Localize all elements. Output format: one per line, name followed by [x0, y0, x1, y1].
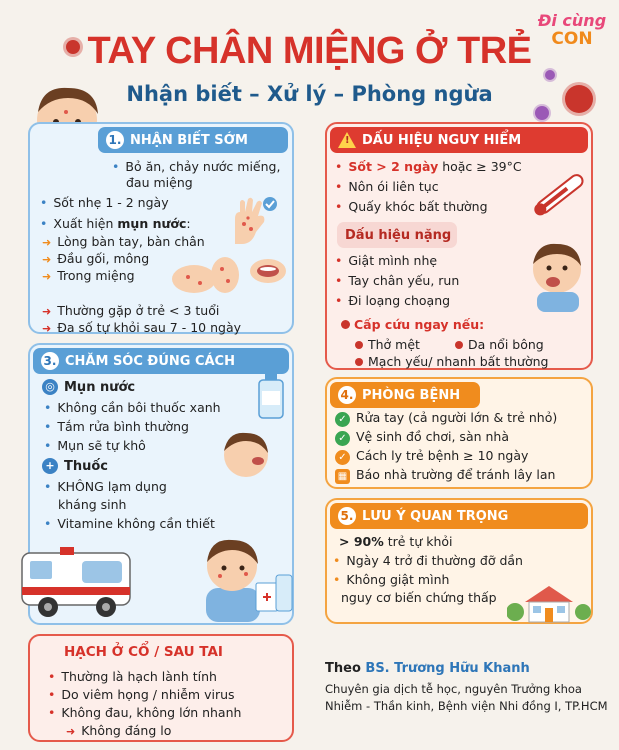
emergency-item: Thở mệt: [355, 336, 420, 353]
page-subtitle: Nhận biết – Xử lý – Phòng ngừa: [126, 82, 493, 106]
note-item-cont: nguy cơ biến chứng thấp: [341, 590, 497, 605]
danger-item: • Quấy khóc bất thường: [335, 198, 488, 215]
blister-label: ◎ Mụn nước: [42, 379, 135, 395]
emergency-item: Da nổi bông: [455, 336, 544, 353]
prevention-item: ✓ Rửa tay (cả người lớn & trẻ nhỏ): [335, 409, 557, 427]
danger-item: • Sốt > 2 ngày hoặc ≥ 39°C: [335, 158, 522, 175]
page-title: TAY CHÂN MIỆNG Ở TRẺ: [87, 30, 532, 72]
section-lymph-nodes: [28, 634, 294, 742]
section-important-notes: [325, 498, 593, 624]
author-title-1: Chuyên gia dịch tễ học, nguyên Trưởng khoa: [325, 682, 582, 696]
section-number: 3.: [41, 352, 59, 370]
ambulance-illustration: [20, 543, 135, 623]
care-item: • Tắm rửa bình thường: [44, 418, 189, 435]
lymph-item: • Không đau, không lớn nhanh: [48, 704, 241, 721]
note-item: • Ngày 4 trở đi thường đỡ dần: [333, 552, 523, 569]
section-number: 1.: [106, 131, 124, 149]
lymph-item: • Do viêm họng / nhiễm virus: [48, 686, 235, 703]
emergency-label: Cấp cứu ngay nếu:: [341, 316, 484, 333]
prevention-item: ✓ Cách ly trẻ bệnh ≥ 10 ngày: [335, 447, 528, 465]
author-title-2: Nhiễm - Thần kinh, Bệnh viện Nhi đồng I, TP.HCM: [325, 699, 608, 713]
check-icon: ✓: [335, 412, 350, 427]
coughing-child-illustration: [216, 425, 276, 485]
symptom-item-cont: đau miệng: [126, 175, 193, 190]
section-care: [28, 343, 294, 625]
section-header: [330, 382, 480, 408]
school-icon: ▦: [335, 469, 350, 484]
hand-rash-illustration: [220, 194, 280, 249]
blister-icon: ◎: [42, 379, 58, 395]
location-item: ➜ Đầu gối, mông: [42, 250, 149, 268]
author-line: Theo BS. Trương Hữu Khanh: [325, 661, 530, 676]
symptom-item: • Bỏ ăn, chảy nước miếng,: [112, 158, 280, 175]
section-title: PHÒNG BỆNH: [362, 387, 461, 403]
logo-line-1: Đi cùng: [537, 11, 607, 30]
severe-item: • Tay chân yếu, run: [335, 272, 459, 289]
section-title: DẤU HIỆU NGUY HIỂM: [362, 132, 522, 148]
note-item: • Không giật mình: [333, 571, 449, 588]
section-danger-signs: [325, 122, 593, 370]
severe-signs-header: [337, 222, 457, 248]
symptom-item: • Sốt nhẹ 1 - 2 ngày: [40, 194, 169, 211]
feet-mouth-rash-illustration: [170, 249, 290, 299]
care-item: • Vitamine không cần thiết: [44, 515, 215, 532]
section-number: 5.: [338, 507, 356, 525]
note-item: ➜ Thường gặp ở trẻ < 3 tuổi: [42, 302, 219, 320]
section-prevention: [325, 377, 593, 489]
lymph-item: • Thường là hạch lành tính: [48, 668, 217, 685]
section-title: CHĂM SÓC ĐÚNG CÁCH: [65, 353, 235, 369]
location-item: ➜ Lòng bàn tay, bàn chân: [42, 233, 205, 251]
prevention-item: ▦ Báo nhà trường để tránh lây lan: [335, 466, 555, 484]
note-item: ➜ Đa số tự khỏi sau 7 - 10 ngày: [42, 319, 241, 337]
section-header: [330, 127, 588, 153]
logo-line-2: CON: [551, 29, 593, 49]
note-item: > 90% trẻ tự khỏi: [339, 534, 453, 549]
vomiting-child-illustration: [517, 234, 592, 314]
check-icon: ✓: [335, 431, 350, 446]
virus-icon: [535, 106, 549, 120]
section-header: [33, 348, 289, 374]
thermometer-icon: [527, 164, 593, 224]
location-item: ➜ Trong miệng: [42, 267, 135, 285]
medicine-label: + Thuốc: [42, 458, 108, 474]
source-credit: [325, 660, 608, 715]
care-item: • Không cần bôi thuốc xanh: [44, 399, 221, 416]
emergency-item: Mạch yếu/ nhanh bất thường: [355, 353, 548, 370]
section-header: [330, 503, 588, 529]
symptom-item: • Xuất hiện mụn nước:: [40, 215, 191, 232]
care-item: • KHÔNG lạm dụng: [44, 478, 167, 495]
house-illustration: [507, 582, 591, 624]
check-icon: ✓: [335, 450, 350, 465]
section-header: [56, 639, 228, 665]
severe-item: • Giật mình nhẹ: [335, 252, 437, 269]
section-title: NHẬN BIẾT SỚM: [130, 132, 248, 148]
warning-icon: !: [338, 132, 356, 148]
care-item-cont: kháng sinh: [58, 497, 127, 512]
lymph-conclusion: ➜ Không đáng lo: [66, 722, 171, 740]
severe-signs-title: Dấu hiệu nặng: [345, 227, 452, 243]
section-title: LƯU Ý QUAN TRỌNG: [362, 508, 509, 524]
danger-item: • Nôn ói liên tục: [335, 178, 439, 195]
section-number: 4.: [338, 386, 356, 404]
section-header: [98, 127, 288, 153]
medicine-plus-icon: +: [42, 458, 58, 474]
medicine-boxes-icon: [254, 571, 294, 613]
care-item: • Mụn sẽ tự khô: [44, 437, 146, 454]
virus-icon: [341, 320, 350, 329]
medicine-bottle-icon: [256, 373, 286, 419]
section-title: HẠCH Ở CỔ / SAU TAI: [64, 644, 223, 660]
prevention-item: ✓ Vệ sinh đồ chơi, sàn nhà: [335, 428, 509, 446]
severe-item: • Đi loạng choạng: [335, 292, 450, 309]
section-early-signs: [28, 122, 294, 334]
